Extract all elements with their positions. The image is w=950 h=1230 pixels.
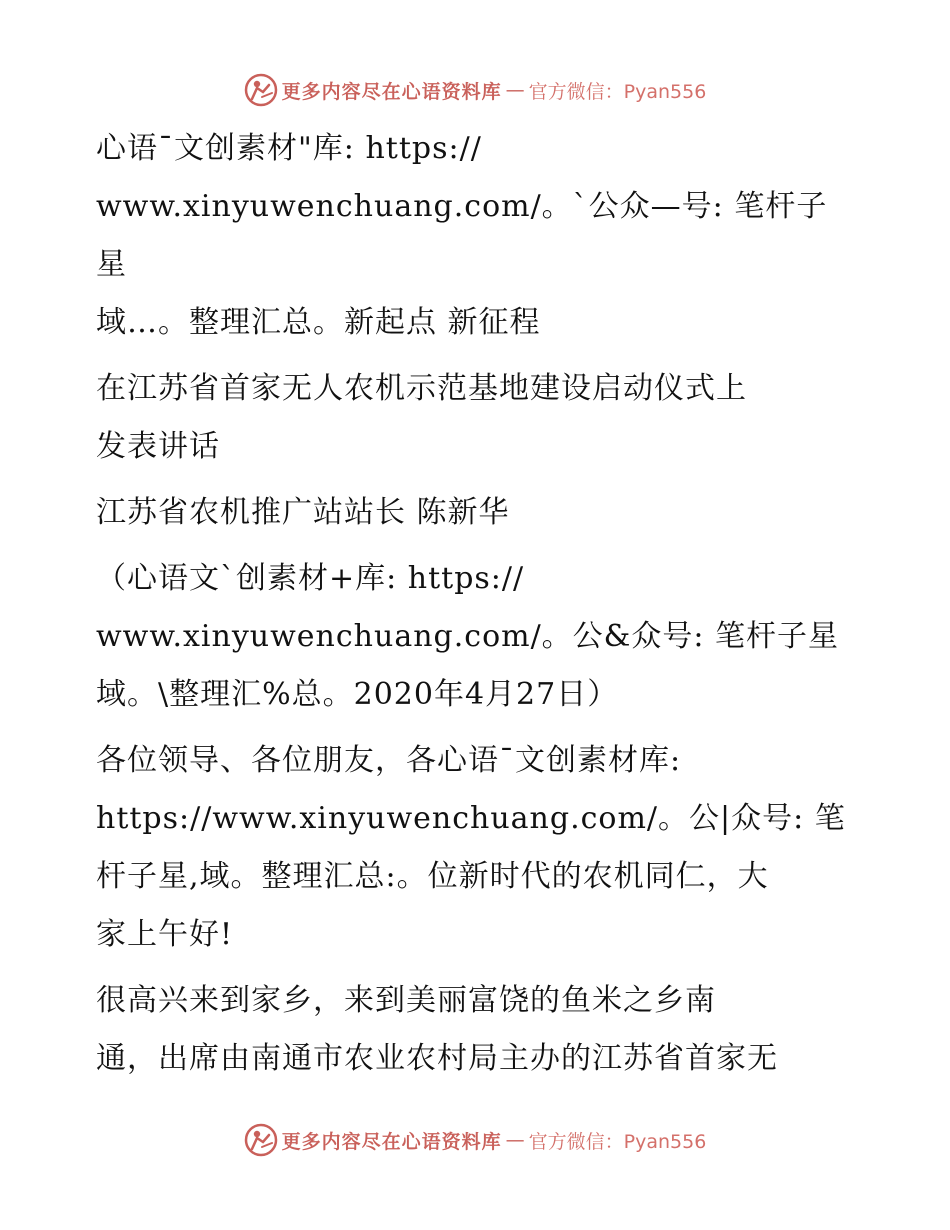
text-line: https://www.xinyuwenchuang.com/。公|众号: 笔: [96, 801, 846, 836]
reading-person-logo-icon: [244, 1123, 278, 1157]
text-line: 很高兴来到家乡，来到美丽富饶的鱼米之乡南: [96, 983, 716, 1018]
text-line: 江苏省农机推广站站长 陈新华: [96, 495, 510, 530]
text-line: 发表讲话: [96, 429, 220, 464]
text-line: 杆子星,域。整理汇总:。位新时代的农机同仁，大: [96, 859, 769, 894]
banner-brand-text: 更多内容尽在心语资料库: [281, 80, 502, 103]
text-line: 各位领导、各位朋友，各心语¯文创素材库:: [96, 743, 682, 778]
banner-contact-text: 官方微信：Pyan556: [528, 80, 707, 103]
paragraph-date-note: [96, 550, 856, 724]
document-author: [96, 484, 856, 542]
text-line: （心语文`创素材+库: https://: [96, 561, 525, 596]
text-line: www.xinyuwenchuang.com/。公&众号: 笔杆子星: [96, 619, 840, 654]
paragraph-source-note: [96, 120, 856, 352]
paragraph-greeting: [96, 732, 856, 964]
paragraph-opening: [96, 972, 856, 1088]
text-line: 通，出席由南通市农业农村局主办的江苏省首家无: [96, 1041, 778, 1076]
header-banner: [0, 70, 950, 110]
document-body: [96, 120, 856, 1096]
reading-person-logo-icon: [244, 73, 278, 107]
document-title: [96, 360, 856, 476]
text-line: 家上午好!: [96, 917, 234, 952]
text-line: 域…。整理汇总。新起点 新征程: [96, 305, 541, 340]
banner-separator: —: [505, 1129, 525, 1151]
banner-separator: —: [505, 79, 525, 101]
text-line: 在江苏省首家无人农机示范基地建设启动仪式上: [96, 371, 747, 406]
text-line: 心语¯文创素材"库: https://: [96, 131, 482, 166]
footer-banner: [0, 1120, 950, 1160]
banner-brand-text: 更多内容尽在心语资料库: [281, 1130, 502, 1153]
text-line: www.xinyuwenchuang.com/。`公众—号: 笔杆子星: [96, 189, 828, 282]
banner-contact-text: 官方微信：Pyan556: [528, 1130, 707, 1153]
text-line: 域。\整理汇%总。2020年4月27日）: [96, 677, 619, 712]
